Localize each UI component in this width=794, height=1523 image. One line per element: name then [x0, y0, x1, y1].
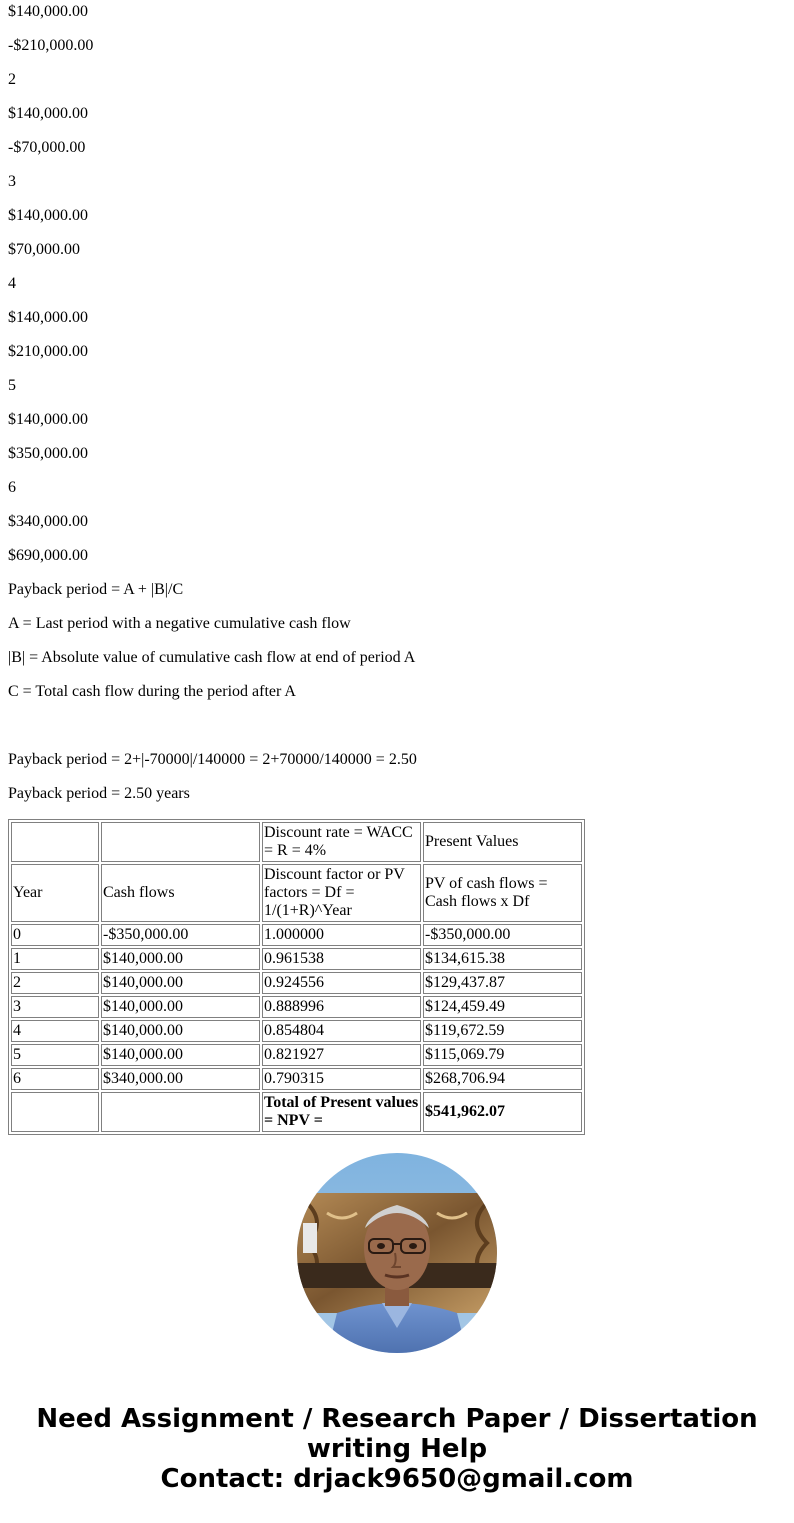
table-row — [11, 1068, 582, 1090]
present-value-cell: -$350,000.00 — [423, 924, 582, 946]
present-value-cell: $134,615.38 — [423, 948, 582, 970]
table-cell — [11, 822, 99, 862]
year-cell: 3 — [11, 996, 99, 1018]
cash-flow-cell: $140,000.00 — [101, 972, 260, 994]
table-header-row — [11, 822, 582, 862]
discount-factor-cell: 0.854804 — [262, 1020, 421, 1042]
cash-flow-cell: $140,000.00 — [101, 996, 260, 1018]
table-row — [11, 1020, 582, 1042]
text-line: 4 — [8, 275, 16, 292]
text-line: -$210,000.00 — [8, 37, 94, 54]
table-row — [11, 996, 582, 1018]
footer-headline: Need Assignment / Research Paper / Dissertation writing Help — [36, 1404, 758, 1464]
author-photo — [297, 1153, 497, 1353]
cash-flow-cell: -$350,000.00 — [101, 924, 260, 946]
text-line: $140,000.00 — [8, 309, 88, 326]
year-cell: 4 — [11, 1020, 99, 1042]
table-header-row — [11, 864, 582, 922]
text-line: $140,000.00 — [8, 105, 88, 122]
cash-flow-cell: $340,000.00 — [101, 1068, 260, 1090]
npv-label: Total of Present values = NPV = — [262, 1092, 421, 1132]
footer-contact: Contact: drjack9650@gmail.com — [160, 1464, 634, 1494]
cash-flow-cell: $140,000.00 — [101, 948, 260, 970]
avatar — [297, 1153, 497, 1353]
total-row — [11, 1092, 582, 1132]
present-value-table — [8, 819, 585, 1135]
table-row — [11, 948, 582, 970]
present-value-cell: $115,069.79 — [423, 1044, 582, 1066]
discount-factor-cell: 0.790315 — [262, 1068, 421, 1090]
definition-a: A = Last period with a negative cumulative cash flow — [8, 615, 351, 632]
definition-c: C = Total cash flow during the period after A — [8, 683, 296, 700]
present-value-cell: $119,672.59 — [423, 1020, 582, 1042]
npv-value: $541,962.07 — [423, 1092, 582, 1132]
text-line: 2 — [8, 71, 16, 88]
table-cell — [101, 1092, 260, 1132]
text-line: $140,000.00 — [8, 207, 88, 224]
present-value-cell: $124,459.49 — [423, 996, 582, 1018]
cash-flow-cell: $140,000.00 — [101, 1020, 260, 1042]
text-line: $140,000.00 — [8, 3, 88, 20]
table-row — [11, 924, 582, 946]
cash-flows-header: Cash flows — [101, 864, 260, 922]
present-value-cell: $129,437.87 — [423, 972, 582, 994]
year-cell: 1 — [11, 948, 99, 970]
text-line: $70,000.00 — [8, 241, 80, 258]
present-values-header: Present Values — [423, 822, 582, 862]
text-line: $690,000.00 — [8, 547, 88, 564]
year-cell: 0 — [11, 924, 99, 946]
discount-factor-cell: 0.961538 — [262, 948, 421, 970]
year-cell: 5 — [11, 1044, 99, 1066]
discount-factor-header: Discount factor or PV factors = Df = 1/(1+R)^Year — [262, 864, 421, 922]
text-line: -$70,000.00 — [8, 139, 86, 156]
text-line: $210,000.00 — [8, 343, 88, 360]
text-line: 6 — [8, 479, 16, 496]
discount-rate-header: Discount rate = WACC = R = 4% — [262, 822, 421, 862]
text-line: 3 — [8, 173, 16, 190]
text-line: $140,000.00 — [8, 411, 88, 428]
present-value-cell: $268,706.94 — [423, 1068, 582, 1090]
year-cell: 6 — [11, 1068, 99, 1090]
footer-banner — [0, 1404, 794, 1494]
cash-flow-cell: $140,000.00 — [101, 1044, 260, 1066]
text-line: $340,000.00 — [8, 513, 88, 530]
discount-factor-cell: 0.924556 — [262, 972, 421, 994]
pv-cash-flows-header: PV of cash flows = Cash flows x Df — [423, 864, 582, 922]
table-row — [11, 1044, 582, 1066]
table-row — [11, 972, 582, 994]
definition-b: |B| = Absolute value of cumulative cash flow at end of period A — [8, 649, 416, 666]
payback-formula: Payback period = A + |B|/C — [8, 581, 184, 598]
payback-result: Payback period = 2.50 years — [8, 785, 190, 802]
discount-factor-cell: 1.000000 — [262, 924, 421, 946]
text-line: 5 — [8, 377, 16, 394]
table-cell — [101, 822, 260, 862]
discount-factor-cell: 0.888996 — [262, 996, 421, 1018]
discount-factor-cell: 0.821927 — [262, 1044, 421, 1066]
year-header: Year — [11, 864, 99, 922]
payback-calculation: Payback period = 2+|-70000|/140000 = 2+70000/140000 = 2.50 — [8, 751, 417, 768]
year-cell: 2 — [11, 972, 99, 994]
table-cell — [11, 1092, 99, 1132]
text-line: $350,000.00 — [8, 445, 88, 462]
